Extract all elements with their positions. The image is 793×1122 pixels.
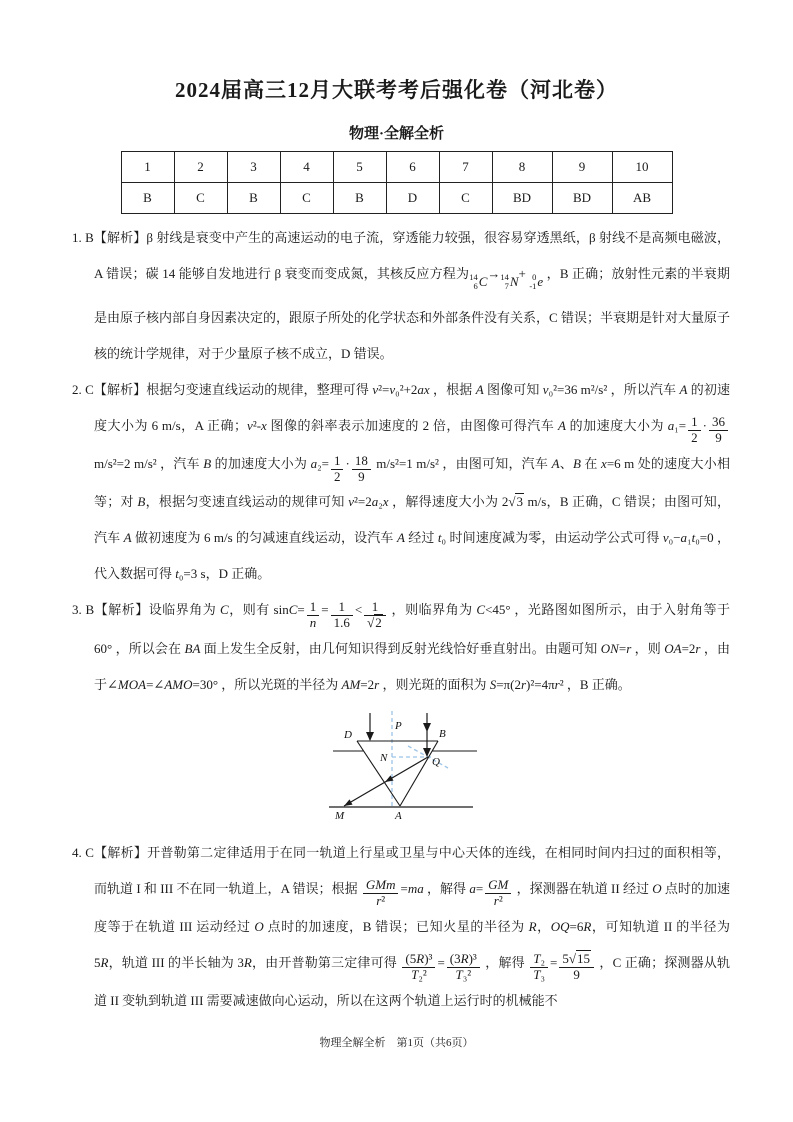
answer-cell: AB <box>612 183 672 214</box>
answer-cell: 3 <box>227 152 280 183</box>
answer-cell: 5 <box>333 152 386 183</box>
nuclide: 0 -1 e <box>529 272 544 291</box>
answer-cell: 1 <box>121 152 174 183</box>
fraction: $\frac{1}{2}$ <box>331 454 344 485</box>
answer-cell: B <box>227 183 280 214</box>
answer-table <box>121 151 673 214</box>
figure-label-M: M <box>335 809 345 822</box>
fraction: $\frac{GM}{\text{r²}}$ <box>485 878 511 909</box>
fraction: $\frac{1}{√2}$ <box>364 600 386 631</box>
fraction: $\frac{\text{T₂}}{\text{T₃}}$ <box>530 952 548 983</box>
figure-label-P: P <box>395 719 402 732</box>
fraction: $\frac{1}{n}$ <box>307 600 320 631</box>
solution-2: 2. C【解析】根据匀变速直线运动的规律，整理可得 v²=v₀²+2ax ，根据 A 图像可知 v₀²=36 m²/s² ，所以汽车 A 的初速度大小为 6 m/s，A 正确；v²-x 图像的斜率表示加速度的 2 倍，由图像可得汽车 A 的加速度大小为 a₁= $\frac{1}{2}$ · $\frac{36}{9}$ m/s²=2 m/s² ，汽车 B 的加速度大小为 a₂= $\frac{1}{2}$ · $\frac{18}{9}$ m/s²=1 m/s² ，由图可知，汽车 A、B 在 x=6 m 处的速度大小相等；对 B，根据匀变速直线运动的规律可知 v²=2a₂x ，解得速度大小为 2√3 m/s，B 正确，C 错误；由图可知，汽车 A 做初速度为 6 m/s 的匀减速直线运动，设汽车 A 经过 t₀ 时间速度减为零，由运动学公式可得 v₀−a₁t₀=0 ，代入数据可得 t₀=3 s，D 正确。 <box>72 381 730 582</box>
nuclide: 14 7 N <box>500 272 519 291</box>
figure-label-N: N <box>380 751 388 764</box>
answer-cell: B <box>121 183 174 214</box>
answer-cell: 2 <box>174 152 227 183</box>
answer-cell: C <box>439 183 492 214</box>
figure-label-A: A <box>395 809 402 822</box>
page-footer: 物理全解全析 第1页（共6页） <box>319 1037 474 1049</box>
answer-cell: 4 <box>280 152 333 183</box>
fraction: $\frac{1}{1.6}$ <box>331 600 353 631</box>
light-path-svg <box>323 707 488 829</box>
left-ray-arrowhead-icon <box>366 732 374 741</box>
fraction: $\frac{18}{9}$ <box>352 454 371 485</box>
light-path-figure <box>81 707 730 829</box>
answer-cell: 9 <box>552 152 612 183</box>
reflected-ray-end-arrowhead-icon <box>344 799 353 806</box>
solutions <box>63 220 730 1019</box>
answer-cell: 6 <box>386 152 439 183</box>
answer-table-number-row <box>121 152 672 183</box>
answer-cell: 7 <box>439 152 492 183</box>
fraction: $\frac{\text{GMm}}{\text{r²}}$ <box>363 878 399 909</box>
answer-table-answer-row <box>121 183 672 214</box>
answer-cell: B <box>333 183 386 214</box>
solution-1: 1. B【解析】β 射线是衰变中产生的高速运动的电子流，穿透能力较强，很容易穿透黑纸，β 射线不是高频电磁波，A 错误；碳 14 能够自发地进行 β 衰变而变成氮，其核反应方程为 14 6 C → 14 7 N + 0 -1 e ，B 正确；放射性元素的半衰期是由原子核内部自身因素决定的，跟原子所处的化学状态和外部条件没有关系，C 错误；半衰期是针对大量原子核的统计学规律，对于少量原子核不成立，D 错误。 <box>72 230 730 361</box>
page-subtitle: 物理·全解全析 <box>348 126 444 142</box>
figure-label-D: D <box>344 728 352 741</box>
figure-label-B: B <box>439 727 446 740</box>
answer-cell: 10 <box>612 152 672 183</box>
page-title: 2024届高三12月大联考考后强化卷（河北卷） <box>175 78 618 102</box>
answer-cell: BD <box>492 183 552 214</box>
fraction: $\frac{36}{9}$ <box>709 415 728 446</box>
fraction: $\frac{1}{2}$ <box>688 415 701 446</box>
nuclide: 14 6 C <box>469 272 488 291</box>
solution-4: 4. C【解析】开普勒第二定律适用于在同一轨道上行星或卫星与中心天体的连线，在相同时间内扫过的面积相等，而轨道 I 和 III 不在同一轨道上，A 错误；根据 $\frac{\text{GMm}}{\text{r²}}$ =ma ，解得 a= $\frac{GM}{\text{r²}}$ ，探测器在轨道 II 经过 O 点时的加速度等于在轨道 III 运动经过 O 点时的加速度，B 错误；已知火星的半径为 R，OQ=6R，可知轨道 II 的半径为 5R，轨道 III 的半长轴为 3R，由开普勒第三定律可得 $\frac{\text{(5R)³}}{\text{T₂²}}$ = $\frac{\text{(3R)³}}{\text{T₃²}}$ ，解得 $\frac{\text{T₂}}{\text{T₃}}$ = $\frac{5√15}{9}$ ，C 正确；探测器从轨道 II 变轨到轨道 III 需要减速做向心运动，所以在这两个轨道上运行时的机械能不 <box>72 844 730 1009</box>
fraction: $\frac{\text{(5R)³}}{\text{T₂²}}$ <box>402 952 435 983</box>
answer-cell: BD <box>552 183 612 214</box>
answer-cell: C <box>174 183 227 214</box>
fraction: $\frac{\text{(3R)³}}{\text{T₃²}}$ <box>447 952 480 983</box>
answer-cell: D <box>386 183 439 214</box>
answer-cell: C <box>280 183 333 214</box>
fraction: $\frac{5√15}{9}$ <box>559 952 594 983</box>
answer-cell: 8 <box>492 152 552 183</box>
solution-3: 3. B【解析】设临界角为 C，则有 sinC= $\frac{1}{n}$ = $\frac{1}{1.6}$ < $\frac{1}{√2}$ ，则临界角为 C<45° ，光路图如图所示，由于入射角等于 60° ，所以会在 BA 面上发生全反射，由几何知识得到反射光线恰好垂直射出。由题可知 ON=r ，则 OA=2r ，由于∠MOA=∠AMO=30° ，所以光斑的半径为 AM=2r ，则光斑的面积为 S=π(2r)²=4πr² ，B 正确。 <box>72 598 731 692</box>
figure-label-Q: Q <box>432 755 440 768</box>
right-ray-arrowhead-icon <box>423 723 431 732</box>
